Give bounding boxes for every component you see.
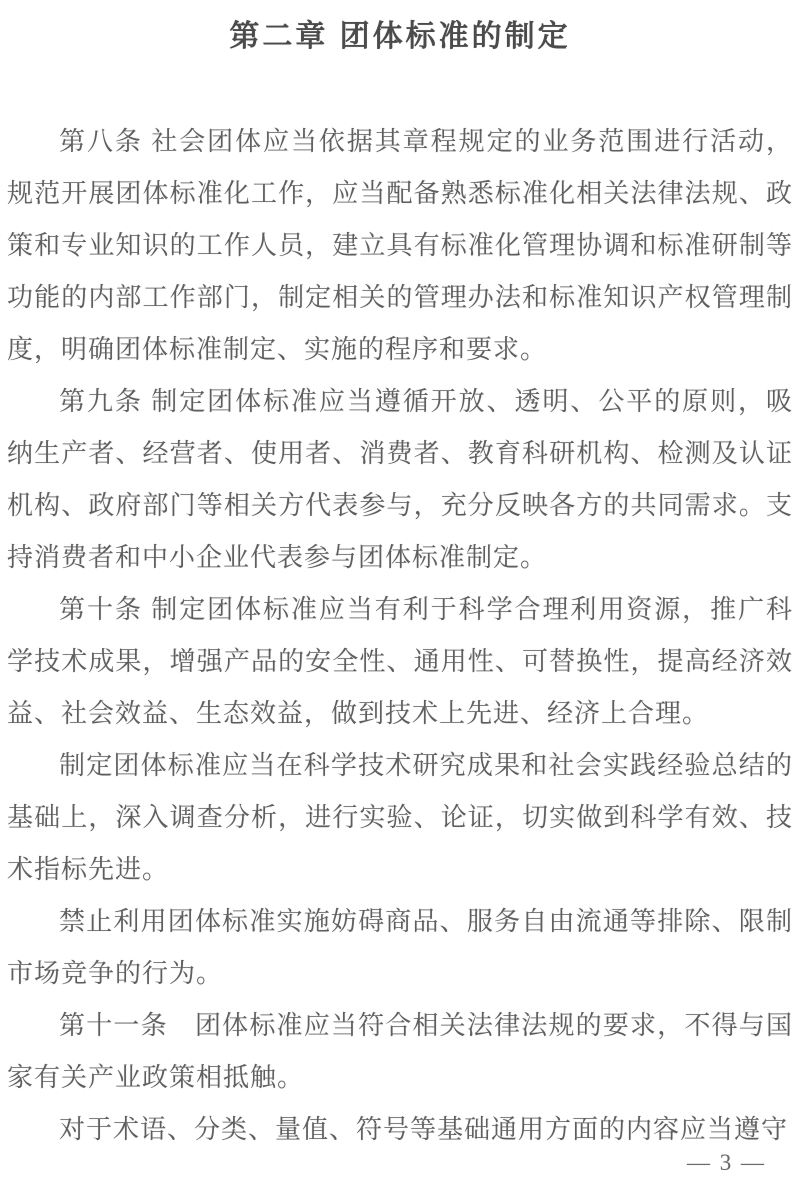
paragraph-article-10-clause-2: 制定团体标准应当在科学技术研究成果和社会实践经验总结的基础上，深入调查分析，进行实验、论证，切实做到科学有效、技术指标先进。	[7, 751, 793, 884]
paragraph-article-11-clause-2: 对于术语、分类、量值、符号等基础通用方面的内容应当遵守	[59, 1115, 789, 1144]
chapter-title: 第二章 团体标准的制定	[229, 20, 571, 53]
paragraph-article-10-clause-3: 禁止利用团体标准实施妨碍商品、服务自由流通等排除、限制市场竞争的行为。	[7, 907, 793, 988]
paragraph-article-8: 第八条 社会团体应当依据其章程规定的业务范围进行活动，规范开展团体标准化工作，应当配备熟悉标准化相关法律法规、政策和专业知识的工作人员，建立具有标准化管理协调和标准研制等功能的内部工作部门，制定相关的管理办法和标准知识产权管理制度，明确团体标准制定、实施的程序和要求。	[7, 127, 793, 364]
paragraph-article-11: 第十一条 团体标准应当符合相关法律法规的要求，不得与国家有关产业政策相抵触。	[7, 1011, 793, 1092]
document-body	[0, 58, 800, 1156]
page-number: — 3 —	[687, 1150, 766, 1175]
paragraph-article-10: 第十条 制定团体标准应当有利于科学合理利用资源，推广科学技术成果，增强产品的安全性、通用性、可替换性，提高经济效益、社会效益、生态效益，做到技术上先进、经济上合理。	[7, 595, 793, 728]
paragraph-article-9: 第九条 制定团体标准应当遵循开放、透明、公平的原则，吸纳生产者、经营者、使用者、消费者、教育科研机构、检测及认证机构、政府部门等相关方代表参与，充分反映各方的共同需求。支持消费者和中小企业代表参与团体标准制定。	[7, 387, 793, 572]
